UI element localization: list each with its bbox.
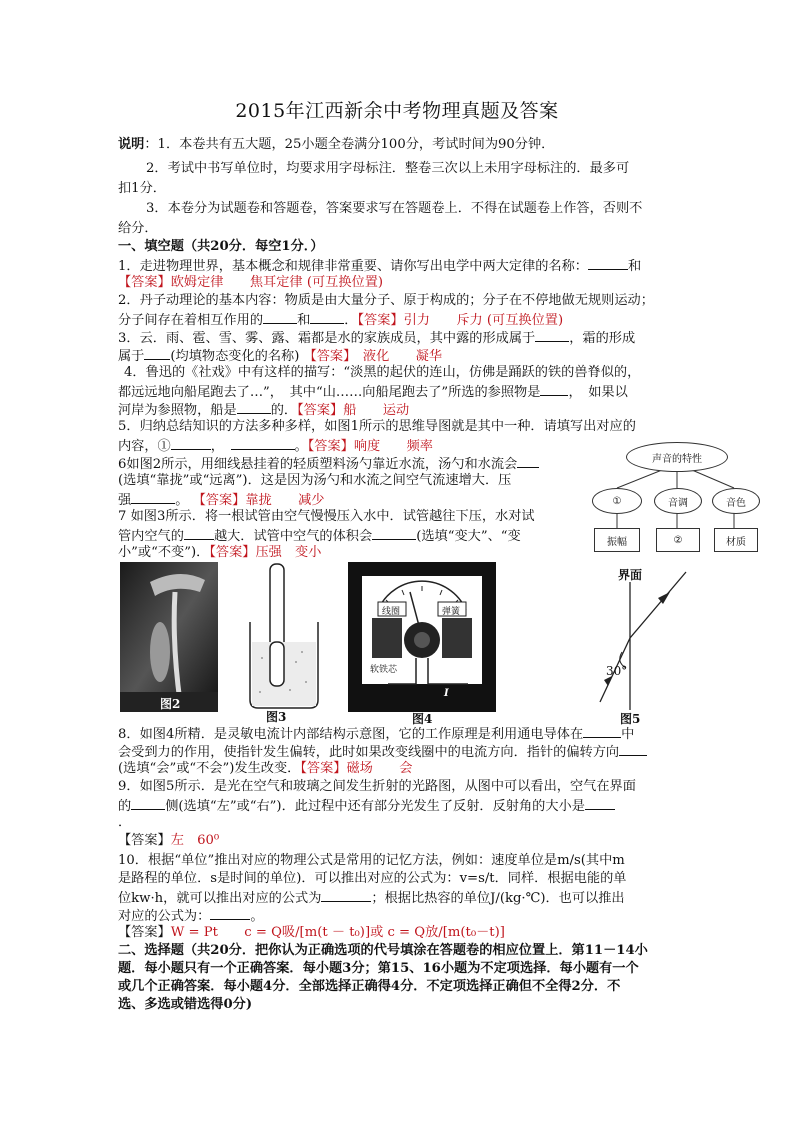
question-2-line-2: 分子间存在着相互作用的 和 ．【答案】引力 斥力 (可互换位置) xyxy=(118,310,563,330)
mind-map-node-material: 材质 xyxy=(714,528,758,552)
question-5-line-1: 5．归纳总结知识的方法多种多样，如图1所示的思维导图就是其中一种．请填写出对应的 xyxy=(118,419,636,434)
figure-5-interface-label: 界面 xyxy=(618,568,643,582)
question-9-line-1: 9．如图5所示．是光在空气和玻璃之间发生折射的光路图，从图中可以看出，空气在界面 xyxy=(118,779,636,794)
answer-10: 【答案】W = Pt c = Q吸/[m(t － t₀)]或 c = Q放/[m(t₀－t)] xyxy=(118,925,505,940)
figure-4-coil-label: 线圈 xyxy=(382,607,401,617)
question-10-line-3: 位kw·h，就可以推出对应的公式为 ；根据比热容的单位J/(kg·℃)．也可以推出 xyxy=(118,888,625,908)
mind-map-node-amplitude: 振幅 xyxy=(594,528,640,552)
question-9-line-2: 的 侧(选填“左”或“右”)．此过程中还有部分光发生了反射．反射角的大小是 xyxy=(118,796,615,816)
question-2-line-1: 2．丹子动理论的基本内容：物质是由大量分子、原于构成的；分子在不停地做无规则运动； xyxy=(118,293,654,308)
question-7-line-2: 管内空气的 越大．试管中空气的体积会 (选填“变大”、“变 xyxy=(118,526,521,546)
page-title: 2015年江西新余中考物理真题及答案 xyxy=(235,100,559,122)
answer-7: 【答案】压强 变小 xyxy=(209,545,322,560)
question-4-line-2: 都远远地向船尾跑去了…”， 其中“山……向船尾跑去了”所选的参照物是 ， 如果以 xyxy=(118,382,628,402)
answer-2: 【答案】引力 斥力 (可互换位置) xyxy=(357,313,564,328)
question-5-line-2: 内容，① ， 。【答案】响度 频率 xyxy=(118,436,433,456)
answer-1: 【答案】欧姆定律 焦耳定律 (可互换位置) xyxy=(118,275,384,290)
instructions-line-2: 2．考试中书写单位时，均要求用字母标注．整卷三次以上未用字母标注的．最多可 xyxy=(146,161,630,176)
section2-line-1: 二、选择题（共20分．把你认为正确选项的代号填涂在答题卷的相应位置上．第11－14小 xyxy=(118,943,648,958)
answer-3: 【答案】 液化 凝华 xyxy=(303,349,443,364)
figure-3-caption: 图3 xyxy=(266,710,287,724)
figure-2-caption: 图2 xyxy=(160,697,181,711)
section2-line-4: 选、多选或错选得0分) xyxy=(118,997,253,1012)
question-9-line-3: ． xyxy=(118,815,132,830)
instructions-label: 说明 xyxy=(118,137,145,152)
question-6-line-1: 6如图2所示，用细线悬挂着的轻质塑料汤勺靠近水流，汤勺和水流会 xyxy=(118,454,539,474)
question-6-line-3: 强 。 【答案】靠拢 减少 xyxy=(118,490,324,510)
question-8-line-3: (选填“会”或“不会”)发生改变．【答案】磁场 会 xyxy=(118,761,413,776)
question-3-line-2: 属于 (均填物态变化的名称) 【答案】 液化 凝华 xyxy=(118,346,442,366)
question-1: 1．走进物理世界，基本概念和规律非常重要、请你写出电学中两大定律的名称： 和 xyxy=(118,256,641,276)
figure-1-mind-map xyxy=(582,440,772,558)
question-7-line-1: 7 如图3所示．将一根试管由空气慢慢压入水中．试管越往下压，水对试 xyxy=(118,509,535,524)
question-7-line-3: 小”或“不变”)．【答案】压强 变小 xyxy=(118,545,322,560)
question-4-line-3: 河岸为参照物，船是 的．【答案】船 运动 xyxy=(118,400,409,420)
figure-4-caption: 图4 xyxy=(412,712,433,726)
figure-4-current-label: I xyxy=(444,688,449,699)
figure-4-galvanometer xyxy=(348,562,496,724)
answer-8: 【答案】磁场 会 xyxy=(300,761,413,776)
question-4-line-1: 4．鲁迅的《社戏》中有这样的描写：“淡黑的起伏的连山，仿佛是踊跃的铁的兽脊似的， xyxy=(124,365,641,380)
section1-heading: 一、填空题（共20分．每空1分．） xyxy=(118,239,324,254)
mind-map-node-pitch: 音调 xyxy=(654,488,702,514)
answer-5: 【答案】响度 频率 xyxy=(307,439,433,454)
question-8-line-2: 会受到力的作用，使指针发生偏转，此时如果改变线圈中的电流方向．指针的偏转方向 xyxy=(118,742,647,762)
figure-5-caption: 图5 xyxy=(620,712,641,726)
instructions-line-5: 给分． xyxy=(118,221,158,236)
mind-map-node-timbre: 音色 xyxy=(712,488,760,514)
instructions-line-3: 扣1分． xyxy=(118,181,166,196)
figure-5-angle-label: 30° xyxy=(606,664,628,678)
question-10-line-1: 10．根据“单位”推出对应的物理公式是常用的记忆方法，例如：速度单位是m/s(其中m xyxy=(118,853,625,868)
figure-5-refraction xyxy=(578,562,688,724)
figure-3-test-tube xyxy=(236,562,332,722)
answer-4: 【答案】船 运动 xyxy=(297,403,410,418)
mind-map-root: 声音的特性 xyxy=(626,442,728,472)
section2-line-3: 或几个正确答案．每小题4分．全部选择正确得4分．不定项选择正确但不全得2分．不 xyxy=(118,979,621,994)
question-6-line-2: (选填“靠拢”或“远离”)．这是因为汤勺和水流之间空气流速增大．压 xyxy=(118,473,512,488)
instructions-line-4: 3．本卷分为试题卷和答题卷，答案要求写在答题卷上．不得在试题卷上作答，否则不 xyxy=(146,201,643,216)
question-8-line-1: 8．如图4所精．是灵敏电流计内部结构示意图，它的工作原理是利用通电导体在 中 xyxy=(118,724,634,744)
section2-line-2: 题．每小题只有一个正确答案．每小题3分；第15、16小题为不定项选择．每小题有一个 xyxy=(118,961,639,976)
question-10-line-2: 是路程的单位．s是时间的单位)．可以推出对应的公式为：v=s/t．同样．根据电能的单 xyxy=(118,871,627,886)
question-10-line-4: 对应的公式为： 。 xyxy=(118,906,264,926)
figure-4-spring-label: 弹簧 xyxy=(442,607,461,617)
figure-2-photo xyxy=(120,562,218,712)
figure-4-core-label: 软铁芯 xyxy=(370,662,397,675)
question-3-line-1: 3．云．雨、雹、雪、雾、露、霜都是水的家族成员，其中露的形成属于 ，霜的形成 xyxy=(118,328,635,348)
answer-9: 【答案】左 60⁰ xyxy=(118,833,220,848)
answer-6: 【答案】靠拢 减少 xyxy=(192,493,325,508)
mind-map-node-1: ① xyxy=(592,488,642,514)
mind-map-node-2: ② xyxy=(656,528,700,552)
instructions-line-1: 说明：1．本卷共有五大题，25小题全卷满分100分，考试时间为90分钟． xyxy=(118,137,555,152)
